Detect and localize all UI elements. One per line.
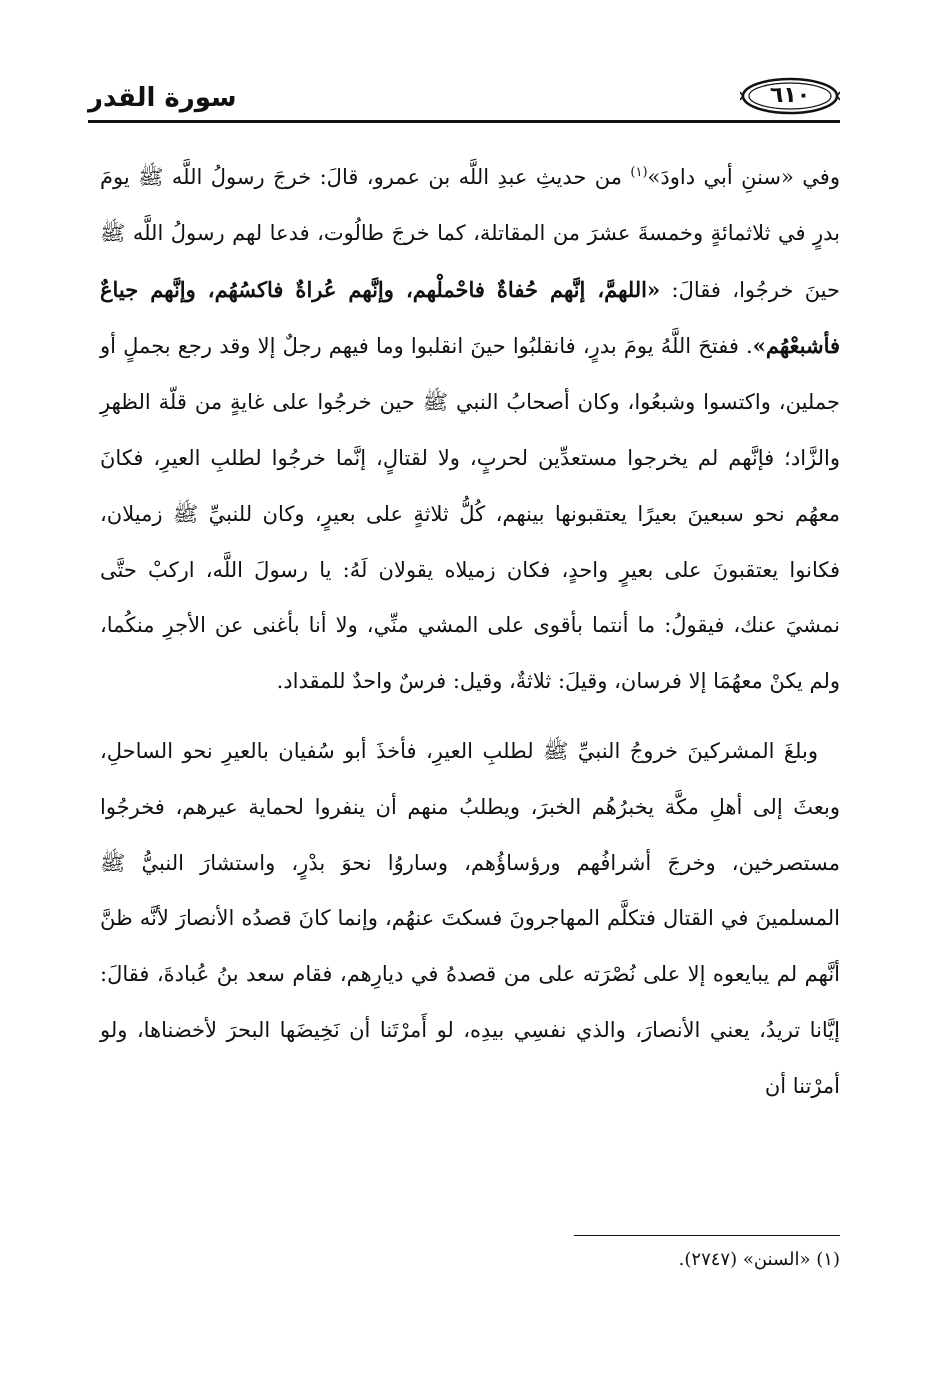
- header-divider: [88, 120, 840, 123]
- main-text: [100, 150, 840, 1115]
- surah-title: سورة القدر: [88, 83, 237, 113]
- text-run: من حديثِ عبدِ اللَّه بن عمرو، قالَ: خرجَ رسولُ اللَّه ﷺ يومَ بدرٍ في ثلاثمائةٍ وخمسةَ عشرَ من المقاتلة، كما خرجَ طالُوت، فدعا لهم رسولُ اللَّه ﷺ حينَ خرجُوا، فقالَ:: [100, 165, 841, 302]
- footnote-divider: [574, 1235, 840, 1236]
- page-header: [88, 74, 840, 126]
- page-number: ٦١٠: [769, 83, 811, 108]
- text-run: وفي «سننِ أبي داودَ»: [647, 165, 840, 189]
- footnote-reference: (١): [630, 165, 648, 180]
- page-number-badge: [740, 76, 840, 116]
- text-run: . ففتحَ اللَّهُ يومَ بدرٍ، فانقلبُوا حينَ انقلبوا وما فيهم رجلٌ إلا وقد رجع بجملٍ أو جملين، واكتسوا وشبعُوا، وكان أصحابُ النبي ﷺ حين خرجُوا على غايةٍ من قلّة الظهرِ والزَّاد؛ فإنَّهم لم يخرجوا مستعدِّين لحربٍ، ولا لقتالٍ، إنَّما خرجُوا لطلبِ العيرِ، فكانَ معهُم نحو سبعينَ بعيرًا يعتقبونها بينهم، كُلُّ ثلاثةٍ على بعيرٍ، وكان للنبيِّ ﷺ زميلان، فكانوا يعتقبونَ على بعيرٍ واحدٍ، فكان زميلاه يقولان لَهُ: يا رسولَ اللَّه، اركبْ حتَّى نمشيَ عنك، فيقولُ: ما أنتما بأقوى على المشي منِّي، ولا أنا بأغنى عن الأجرِ منكُما، ولم يكنْ معهُمَا إلا فرسان، وقيلَ: ثلاثةٌ، وقيل: فرسٌ واحدٌ للمقداد.: [100, 334, 840, 694]
- hadith-quote: «اللهمَّ، إنَّهم حُفاةٌ فاحْملْهم، وإنَّهم عُراةٌ فاكسُهُم، وإنَّهم جياعٌ فأشبعْهُم»: [100, 276, 840, 359]
- footnote: (١) «السنن» (٢٧٤٧).: [678, 1249, 840, 1270]
- text-run: وبلغَ المشركينَ خروجُ النبيِّ ﷺ لطلبِ العيرِ، فأخذَ أبو سُفيان بالعيرِ نحو الساحلِ، وبعثَ إلى أهلِ مكَّة يخبرُهُم الخبرَ، ويطلبُ منهم أن ينفروا لحماية عيرهم، فخرجُوا مستصرخين، وخرجَ أشرافُهم ورؤساؤُهم، وساروُا نحوَ بدْرٍ، واستشارَ النبيُّ ﷺ المسلمينَ في القتال فتكلَّم المهاجرونَ فسكتَ عنهُم، وإنما كانَ قصدُه الأنصارَ لأنَّه ظنَّ أنَّهم لم يبايعوه إلا على نُصْرَته على من قصدهُ في ديارِهم، فقام سعد بنُ عُبادةَ، فقالَ: إيَّانا تريدُ، يعني الأنصارَ، والذي نفسِي بيدِه، لو أَمرْتَنا أن نَخِيضَها البحرَ لأخضناها، ولو أمرْتنا أن: [100, 738, 840, 1098]
- paragraph: [100, 150, 840, 710]
- paragraph: [100, 724, 840, 1115]
